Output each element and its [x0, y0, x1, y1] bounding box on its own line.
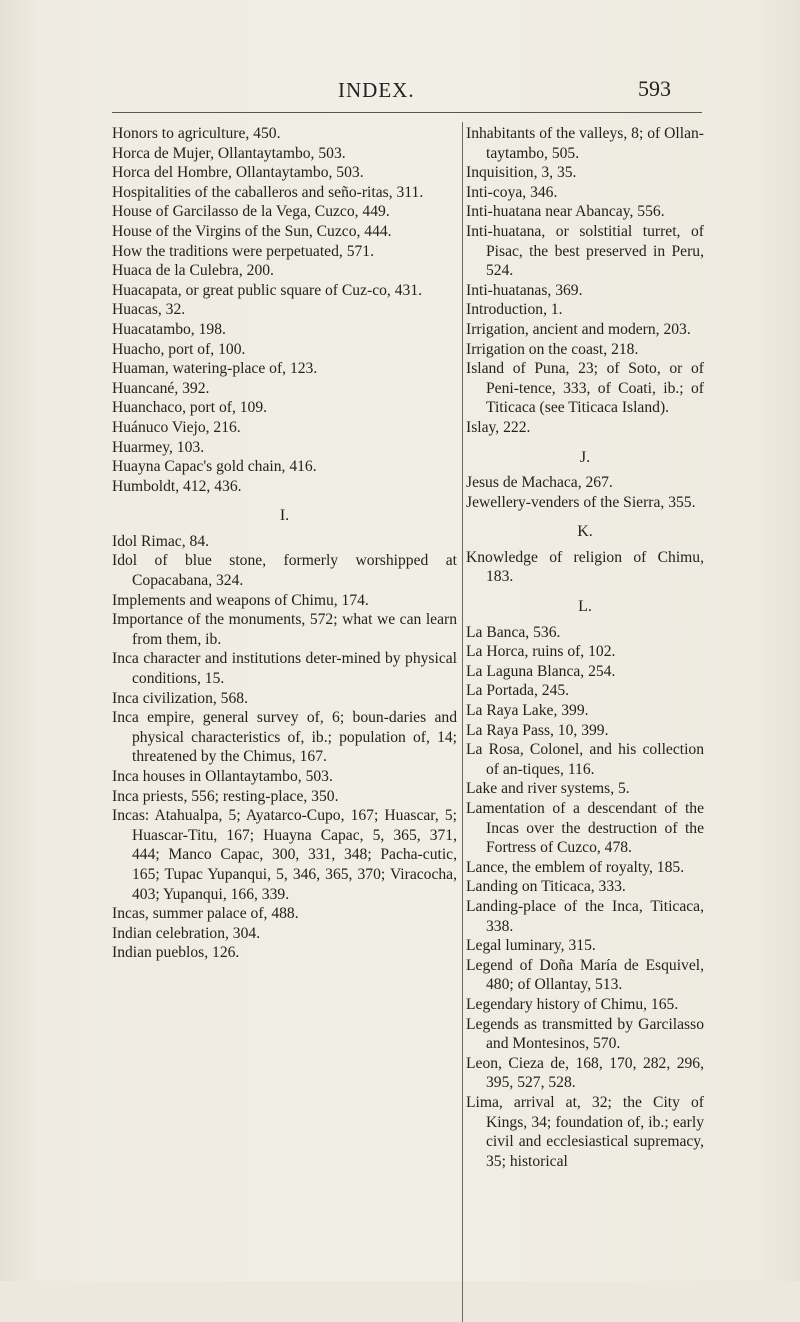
index-entry: Honors to agriculture, 450.	[112, 125, 281, 142]
index-entry: Huacho, port of, 100.	[112, 340, 246, 358]
index-column-right	[466, 124, 704, 1171]
index-entry: Jesus de Machaca, 267.	[466, 474, 613, 492]
index-entry: Huacas, 32.	[112, 301, 186, 319]
index-entry: Idol Rimac, 84.	[112, 532, 210, 550]
index-entry: Knowledge of religion of Chimu, 183.	[466, 548, 704, 586]
index-entry: Irrigation on the coast, 218.	[466, 340, 639, 358]
index-entry: Indian pueblos, 126.	[112, 944, 240, 962]
index-entry: How the traditions were perpetuated, 571.	[112, 242, 374, 260]
index-entry: Legal luminary, 315.	[466, 937, 596, 955]
index-entry: Huarmey, 103.	[112, 438, 205, 456]
index-entry: Lake and river systems, 5.	[466, 780, 630, 798]
index-entry: Island of Puna, 23; of Soto, or of Peni-tence, 333, of Coati, ib.; of Titicaca (see Titicaca Island).	[466, 360, 704, 417]
index-entry: Inti-huatanas, 369.	[466, 281, 583, 299]
index-entry: Hospitalities of the caballeros and seño-ritas, 311.	[112, 183, 424, 201]
index-entry: Jewellery-venders of the Sierra, 355.	[466, 493, 696, 511]
index-entry: Lance, the emblem of royalty, 185.	[466, 858, 685, 876]
index-entry: Inca civilization, 568.	[112, 689, 248, 707]
running-title: INDEX.	[338, 78, 415, 102]
index-entry: Humboldt, 412, 436.	[112, 477, 242, 495]
index-entry: Lima, arrival at, 32; the City of Kings, 34; foundation of, ib.; early civil and ecclesiastical supremacy, 35; historical	[466, 1093, 704, 1170]
index-entry: Irrigation, ancient and modern, 203.	[466, 320, 691, 338]
index-entry: Huayna Capac's gold chain, 416.	[112, 458, 317, 476]
index-entry: Introduction, 1.	[466, 301, 563, 319]
index-entry: Legend of Doña María de Esquivel, 480; of Ollantay, 513.	[466, 956, 704, 994]
index-entry: Incas: Atahualpa, 5; Ayatarco-Cupo, 167; Huascar, 5; Huascar-Titu, 167; Huayna Capac, 5, 365, 371, 444; Manco Capac, 300, 331, 348; Pacha-cutic, 165; Tupac Yupanqui, 5, 346, 365, 370; Viracocha, 403; Yupanqui, 166, 339.	[112, 807, 457, 903]
index-entry: Incas, summer palace of, 488.	[112, 905, 299, 923]
index-entry: Huánuco Viejo, 216.	[112, 418, 241, 436]
index-entry: La Raya Lake, 399.	[466, 702, 589, 720]
index-entry: Lamentation of a descendant of the Incas over the destruction of the Fortress of Cuzco, 478.	[466, 800, 704, 857]
index-entry: Inti-huatana, or solstitial turret, of Pisac, the best preserved in Peru, 524.	[466, 222, 704, 280]
index-entry: Inquisition, 3, 35.	[466, 164, 577, 182]
index-entry: Implements and weapons of Chimu, 174.	[112, 591, 369, 609]
index-column-left	[112, 124, 457, 963]
index-entry: La Banca, 536.	[466, 623, 561, 641]
index-entry: Legendary history of Chimu, 165.	[466, 995, 679, 1013]
section-letter: L.	[578, 598, 592, 616]
index-entry: Idol of blue stone, formerly worshipped at Copacabana, 324.	[112, 552, 457, 590]
index-entry: Inca character and institutions deter-mined by physical conditions, 15.	[112, 650, 457, 688]
index-entry: Inti-coya, 346.	[466, 183, 558, 201]
index-entry: Indian celebration, 304.	[112, 924, 261, 942]
index-entry: La Rosa, Colonel, and his collection of an-tiques, 116.	[466, 741, 704, 778]
index-entry: Huancané, 392.	[112, 379, 210, 397]
index-entry: Horca de Mujer, Ollantaytambo, 503.	[112, 144, 346, 162]
index-entry: Inca houses in Ollantaytambo, 503.	[112, 768, 333, 785]
index-entry: Inca priests, 556; resting-place, 350.	[112, 787, 339, 805]
index-entry: La Horca, ruins of, 102.	[466, 643, 616, 661]
index-entry: Huaca de la Culebra, 200.	[112, 262, 274, 280]
index-entry: House of the Virgins of the Sun, Cuzco, 444.	[112, 222, 392, 240]
page-number: 593	[638, 76, 671, 101]
index-entry: Leon, Cieza de, 168, 170, 282, 296, 395, 527, 528.	[466, 1054, 704, 1092]
header-rule	[112, 112, 702, 113]
index-entry: Inhabitants of the valleys, 8; of Ollan-taytambo, 505.	[466, 125, 704, 162]
index-entry: Huanchaco, port of, 109.	[112, 399, 268, 417]
index-entry: Landing on Titicaca, 333.	[466, 878, 626, 896]
index-entry: Legends as transmitted by Garcilasso and Montesinos, 570.	[466, 1015, 704, 1053]
page-header	[0, 74, 800, 114]
index-entry: Huacapata, or great public square of Cuz-co, 431.	[112, 281, 423, 299]
index-entry: Landing-place of the Inca, Titicaca, 338.	[466, 897, 704, 935]
section-letter: I.	[279, 507, 290, 525]
section-letter: K.	[577, 523, 593, 541]
index-entry: La Raya Pass, 10, 399.	[466, 721, 609, 739]
index-entry: Islay, 222.	[466, 418, 531, 436]
index-entry: Inca empire, general survey of, 6; boun-daries and physical characteristics of, ib.; population of, 14; threatened by the Chimus, 167.	[112, 709, 457, 766]
index-entry: Horca del Hombre, Ollantaytambo, 503.	[112, 164, 364, 182]
column-divider	[462, 122, 463, 1322]
index-entry: House of Garcilasso de la Vega, Cuzco, 449.	[112, 203, 390, 221]
index-entry: Inti-huatana near Abancay, 556.	[466, 203, 665, 221]
index-entry: Huacatambo, 198.	[112, 320, 226, 338]
index-entry: La Portada, 245.	[466, 682, 570, 700]
section-letter: J.	[579, 448, 591, 466]
index-entry: Importance of the monuments, 572; what we can learn from them, ib.	[112, 611, 457, 648]
index-entry: La Laguna Blanca, 254.	[466, 662, 616, 680]
index-entry: Huaman, watering-place of, 123.	[112, 360, 318, 378]
